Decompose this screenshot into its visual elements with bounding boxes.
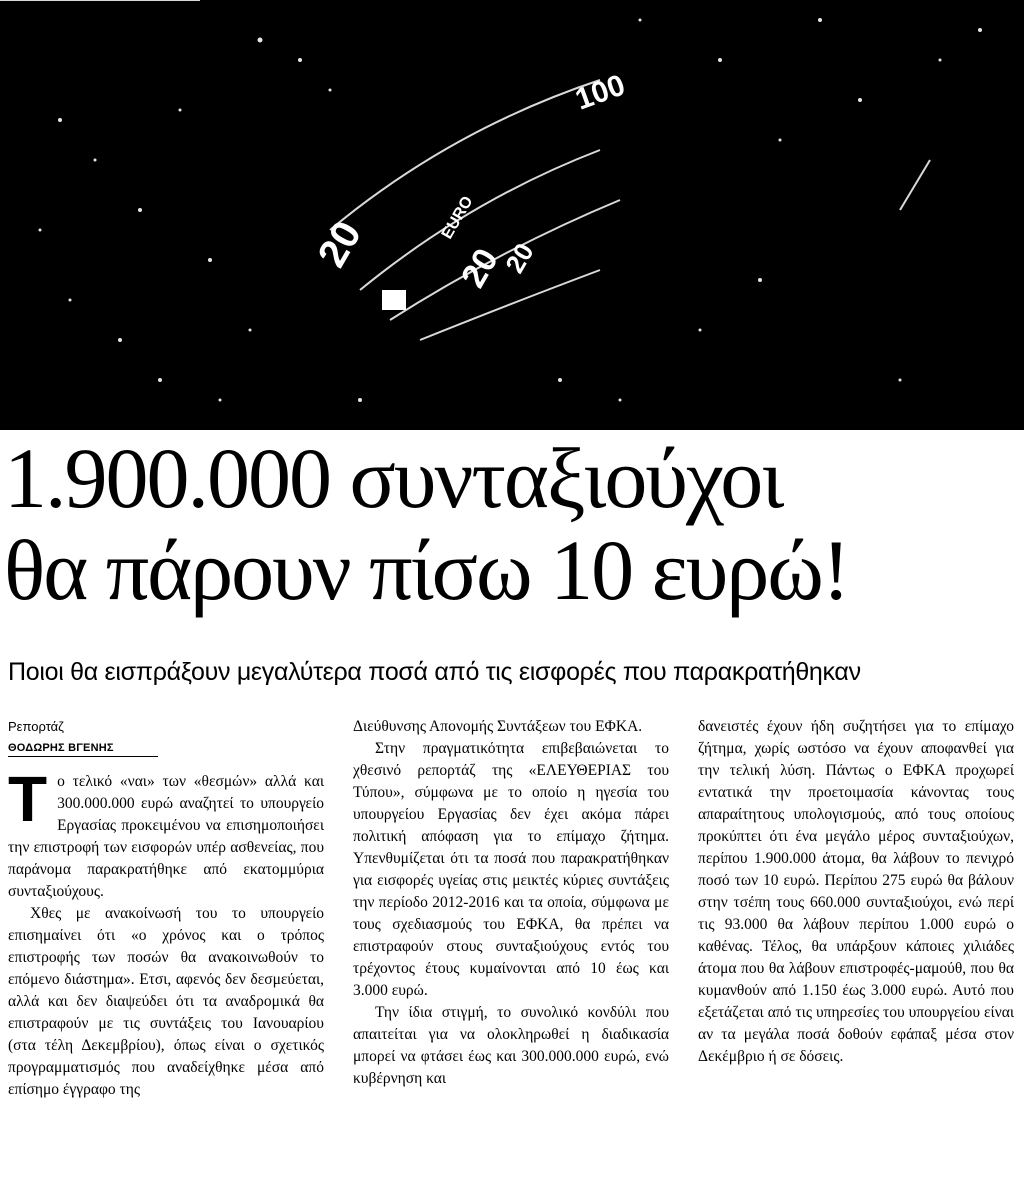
banknotes-photo [0,0,1024,430]
byline-label: Ρεπορτάζ [8,719,64,734]
drop-cap: Τ [8,763,48,835]
byline-author: ΘΟΔΩΡΗΣ ΒΓΕΝΗΣ [8,740,158,757]
paragraph: δανειστές έχουν ήδη συζητήσει για το επίμαχο ζήτημα, χωρίς ωστόσο να έχουν αποφανθεί για την τελική λύση. Πάντως ο ΕΦΚΑ προχωρεί εντατικά την προετοιμασία κάνοντας τους απαραίτητους υπολογισμούς, από τους οποίους προκύπτει ότι ένα μεγάλο μέρος συνταξιούχων, περίπου 1.900.000 άτομα, θα λάβουν το πενιχρό ποσό των 10 ευρώ. Περίπου 275 ευρώ θα βάλουν στην τσέπη τους 660.000 συνταξιούχοι, ενώ περί τις 93.000 θα λάβουν περίπου 1.000 ευρώ ο καθένας. Τέλος, θα υπάρξουν κάποιες χιλιάδες άτομα που θα λάβουν επιστροφές-μαμούθ, που θα κυμανθούν από 1.150 έως 3.000 ευρώ. Αυτό που εξετάζεται από τις υπηρεσίες του υπουργείου είναι αν τα μεγάλα ποσά δοθούν εφάπαξ μέσα στον Δεκέμβριο ή σε δόσεις. [698,718,1014,1065]
paragraph: Την ίδια στιγμή, το συνολικό κονδύλι που απαιτείται για να ολοκληρωθεί η διαδικασία μπορεί να φτάσει έως και 300.000.000 ευρώ, ενώ κυβέρνηση και [353,1004,669,1087]
article-column-3 [698,716,1014,1068]
headline-line-2: θα πάρουν πίσω 10 ευρώ! [4,522,849,618]
paragraph: ο τελικό «ναι» των «θεσμών» αλλά και 300.000.000 ευρώ αναζητεί το υπουργείο Εργασίας προκειμένου να επισημοποιήσει την επιστροφή των εισφορών υπέρ ασθενείας, που παράνομα παρακρατήθηκε από εκατομμύρια συνταξιούχους. [8,773,324,900]
article-column-2 [353,716,669,1090]
article-column-1 [8,716,324,1101]
subheadline: Ποιοι θα εισπράξουν μεγαλύτερα ποσά από τις εισφορές που παρακρατήθηκαν [8,658,861,686]
svg-text:100: 100 [571,68,630,117]
svg-text:EURO: EURO [438,193,477,242]
article-body [8,716,1018,1184]
banknotes-illustration [0,0,1024,430]
svg-text:20: 20 [499,237,540,278]
svg-text:20: 20 [454,242,506,294]
paragraph: Διεύθυνσης Απονομής Συντάξεων του ΕΦΚΑ. [353,718,643,735]
headline [4,432,1020,616]
svg-text:20: 20 [309,213,371,275]
paragraph: Χθες με ανακοίνωσή του το υπουργείο επισημαίνει ότι «ο χρόνος και ο τρόπος επιστροφής των ποσών θα ανακοινωθούν το επόμενο διάστημα». Ετσι, αφενός δεν δεσμεύεται, αλλά και δεν διαψεύδει ότι τα αναδρομικά θα επιστραφούν με τις συντάξεις του Ιανουαρίου (στα τέλη Δεκεμβρίου), όπως είναι ο σχετικός προγραμματισμός που αναδείχθηκε μέσα από επίσημο έγγραφο της [8,905,324,1098]
headline-line-1: 1.900.000 συνταξιούχοι [4,430,783,526]
paragraph: Στην πραγματικότητα επιβεβαιώνεται το χθεσινό ρεπορτάζ της «ΕΛΕΥΘΕΡΙΑΣ του Τύπου», σύμφωνα με το οποίο η ηγεσία του υπουργείου Εργασίας δεν έχει ακόμα πάρει πολιτική απόφαση για το επίμαχο ζήτημα. Υπενθυμίζεται ότι τα ποσά που παρακρατήθηκαν για εισφορές υγείας στις μεικτές κύριες συντάξεις την περίοδο 2012-2016 και τα οποία, σύμφωνα με τους σχεδιασμούς του ΕΦΚΑ, θα πρέπει να επιστραφούν στους συνταξιούχους εντός του τρέχοντος έτους κυμαίνονται από 10 έως και 3.000 ευρώ. [353,740,669,999]
